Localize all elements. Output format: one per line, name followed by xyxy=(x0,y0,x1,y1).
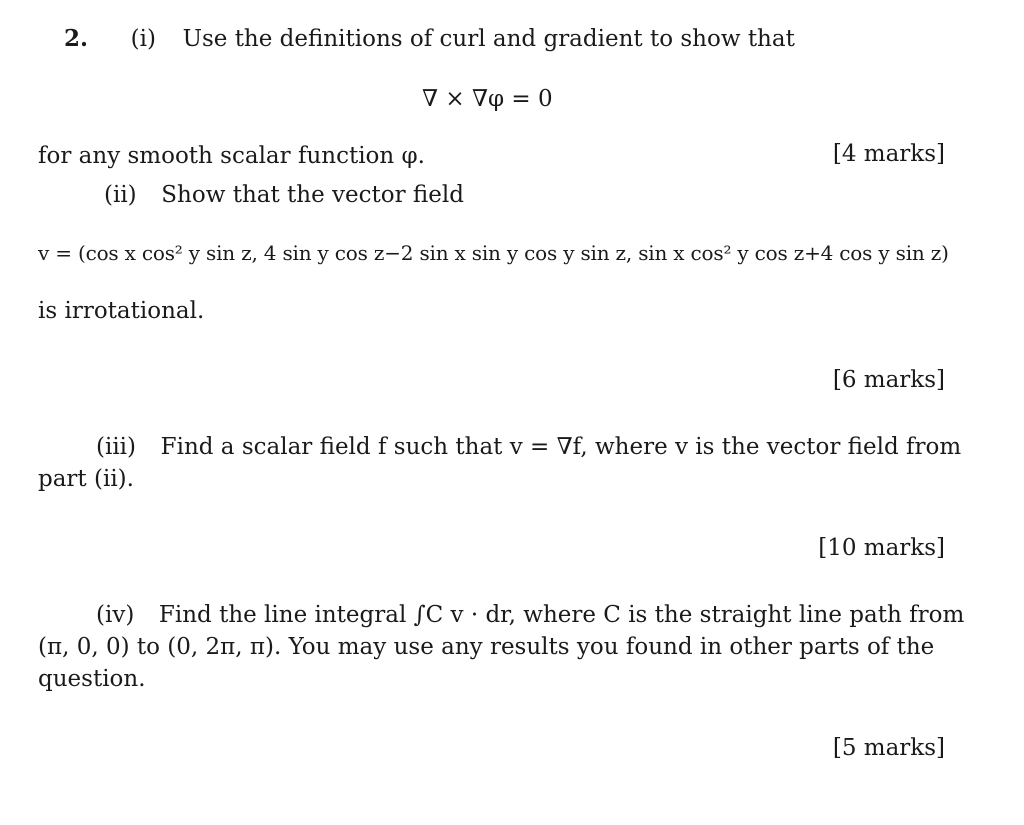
part-ii-text: Show that the vector field xyxy=(161,182,464,208)
part-iii-label: (iii) xyxy=(96,434,137,460)
question-header xyxy=(64,24,795,54)
part-i-continuation: for any smooth scalar function φ. xyxy=(38,143,425,169)
part-iv-header xyxy=(96,600,964,630)
part-iv-label: (iv) xyxy=(96,602,135,628)
part-ii-continuation: is irrotational. xyxy=(38,298,205,324)
part-iv-line3: question. xyxy=(38,666,146,692)
part-ii-header xyxy=(104,180,464,210)
part-iii-marks: [10 marks] xyxy=(818,535,945,561)
vector-field-equation: v = (cos x cos² y sin z, 4 sin y cos z−2 sin x sin y cos y sin z, sin x cos² y cos z+4 cos y sin z) xyxy=(38,241,949,265)
part-ii-marks: [6 marks] xyxy=(832,367,945,393)
part-i-marks: [4 marks] xyxy=(832,141,945,167)
part-iii-header xyxy=(96,432,961,462)
question-number: 2. xyxy=(64,25,89,52)
part-i-text: Use the definitions of curl and gradient to show that xyxy=(182,26,795,52)
part-i-equation: ∇ × ∇φ = 0 xyxy=(422,86,553,112)
part-ii-label: (ii) xyxy=(104,182,137,208)
part-iv-line2: (π, 0, 0) to (0, 2π, π). You may use any results you found in other parts of the xyxy=(38,634,935,660)
part-iv-marks: [5 marks] xyxy=(832,735,945,761)
part-iii-line1: Find a scalar field f such that v = ∇f, where v is the vector field from xyxy=(160,434,962,460)
part-i-label: (i) xyxy=(130,26,156,52)
part-iii-line2: part (ii). xyxy=(38,466,134,492)
part-iv-line1: Find the line integral ∫C v · dr, where C is the straight line path from xyxy=(158,602,965,628)
